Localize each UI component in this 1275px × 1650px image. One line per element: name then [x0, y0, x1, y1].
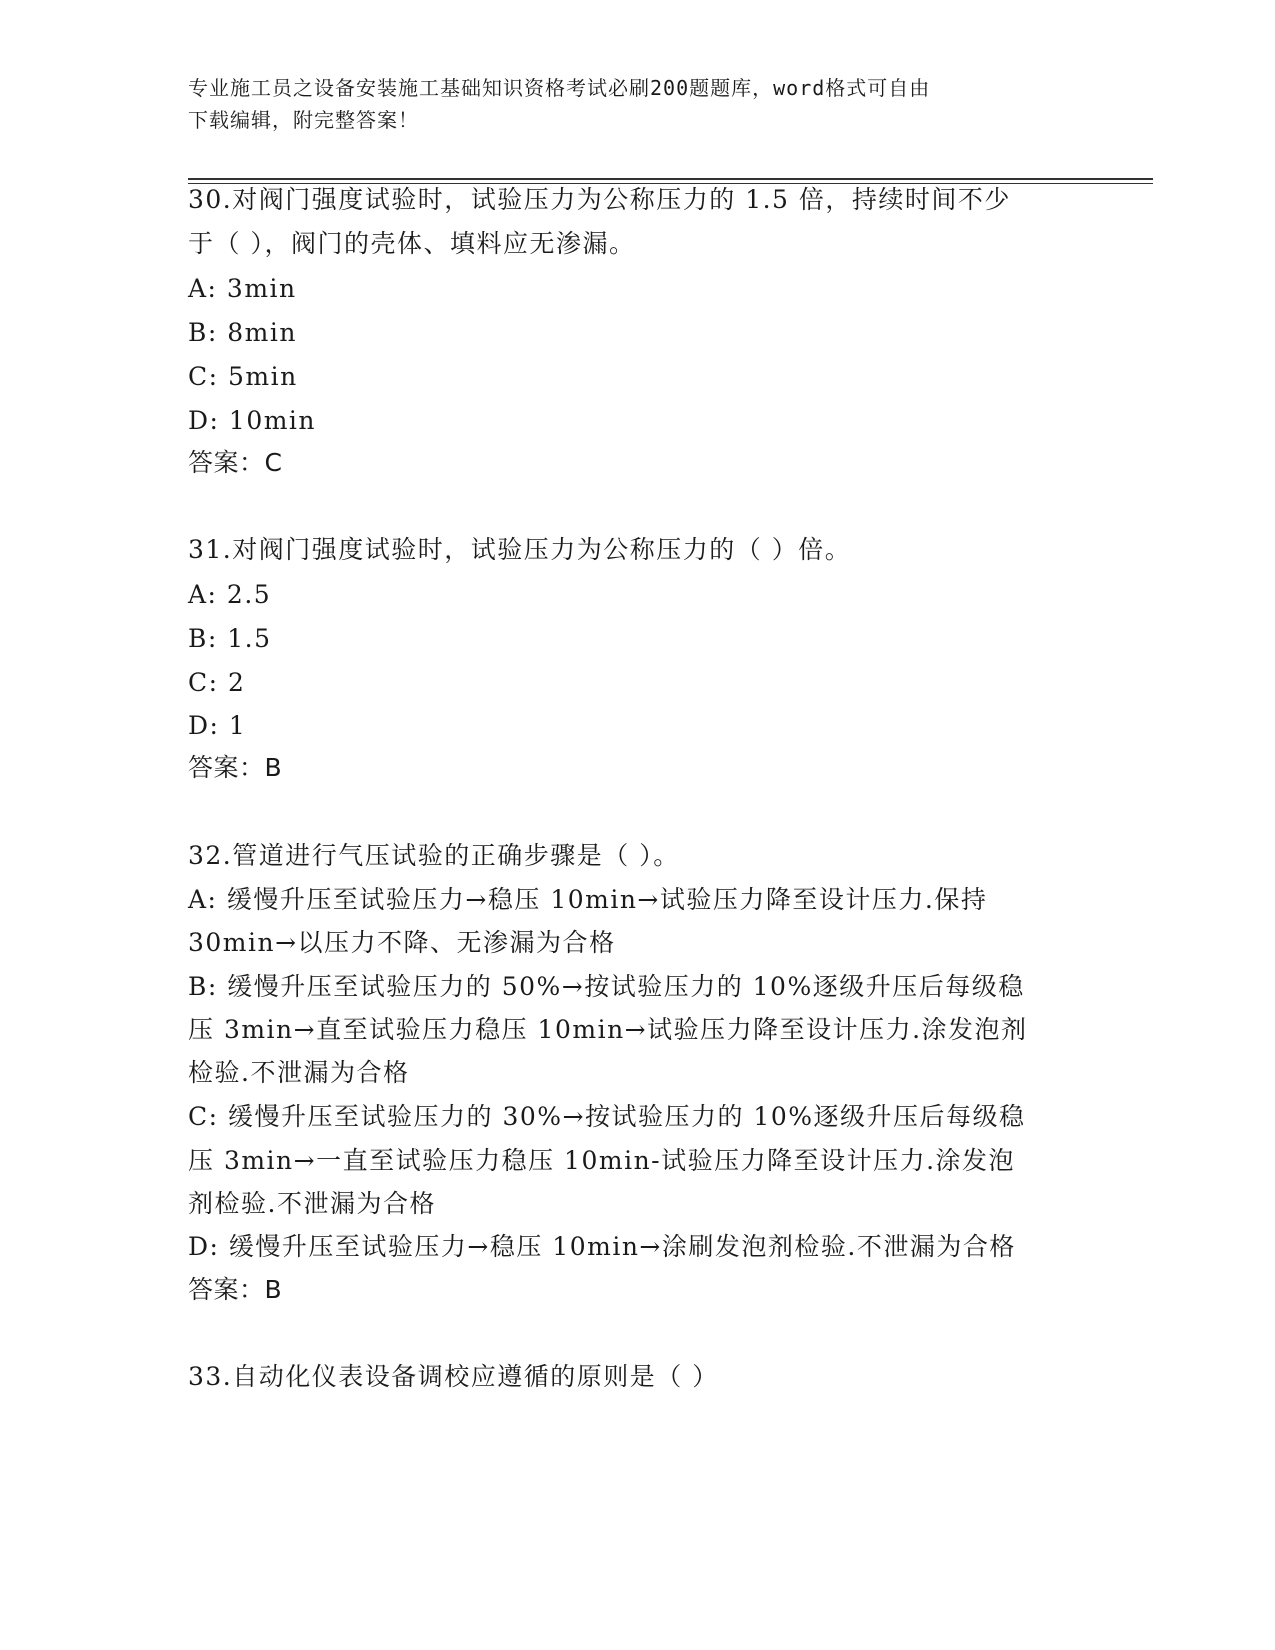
q32-option-d-line-1: D: 缓慢升压至试验压力→稳压 10min→涂刷发泡剂检验.不泄漏为合格: [188, 1232, 1016, 1261]
q30-option-b: B: 8min: [188, 318, 297, 347]
q32-option-a-line-1: A: 缓慢升压至试验压力→稳压 10min→试验压力降至设计压力.保持: [188, 885, 988, 914]
q32-option-a-line-2: 30min→以压力不降、无渗漏为合格: [188, 928, 616, 957]
q32-option-c-line-2: 压 3min→一直至试验压力稳压 10min-试验压力降至设计压力.涂发泡: [188, 1146, 1016, 1175]
q30-stem-line-1: 30.对阀门强度试验时，试验压力为公称压力的 1.5 倍，持续时间不少: [188, 185, 1011, 214]
q32-stem-line-1: 32.管道进行气压试验的正确步骤是（ ）。: [188, 841, 680, 870]
q30-option-c: C: 5min: [188, 362, 298, 391]
q30-stem-line-2: 于（ ），阀门的壳体、填料应无渗漏。: [188, 229, 636, 258]
q31-option-c: C: 2: [188, 668, 246, 697]
q32-option-c-line-1: C: 缓慢升压至试验压力的 30%→按试验压力的 10%逐级升压后每级稳: [188, 1102, 1026, 1131]
header-divider-thin: [188, 183, 1153, 184]
q32-option-b-line-2: 压 3min→直至试验压力稳压 10min→试验压力降至设计压力.涂发泡剂: [188, 1015, 1028, 1044]
q31-stem-line-1: 31.对阀门强度试验时，试验压力为公称压力的（ ）倍。: [188, 535, 852, 564]
q31-option-d: D: 1: [188, 711, 247, 740]
header-line-2: 下载编辑，附完整答案！: [188, 108, 419, 132]
q31-option-b: B: 1.5: [188, 624, 272, 653]
q32-answer: 答案：B: [188, 1275, 283, 1304]
q30-answer: 答案：C: [188, 448, 283, 477]
q30-option-d: D: 10min: [188, 406, 317, 435]
q31-option-a: A: 2.5: [188, 580, 272, 609]
q31-answer: 答案：B: [188, 753, 283, 782]
document-header: [188, 72, 1068, 136]
q33-stem-line-1: 33.自动化仪表设备调校应遵循的原则是（ ）: [188, 1362, 719, 1391]
q32-option-b-line-1: B: 缓慢升压至试验压力的 50%→按试验压力的 10%逐级升压后每级稳: [188, 972, 1025, 1001]
header-line-1: 专业施工员之设备安装施工基础知识资格考试必刷200题题库，word格式可自由: [188, 76, 931, 100]
header-divider-thick: [188, 178, 1153, 180]
q32-option-b-line-3: 检验.不泄漏为合格: [188, 1058, 410, 1087]
q30-option-a: A: 3min: [188, 274, 297, 303]
q32-option-c-line-3: 剂检验.不泄漏为合格: [188, 1189, 436, 1218]
